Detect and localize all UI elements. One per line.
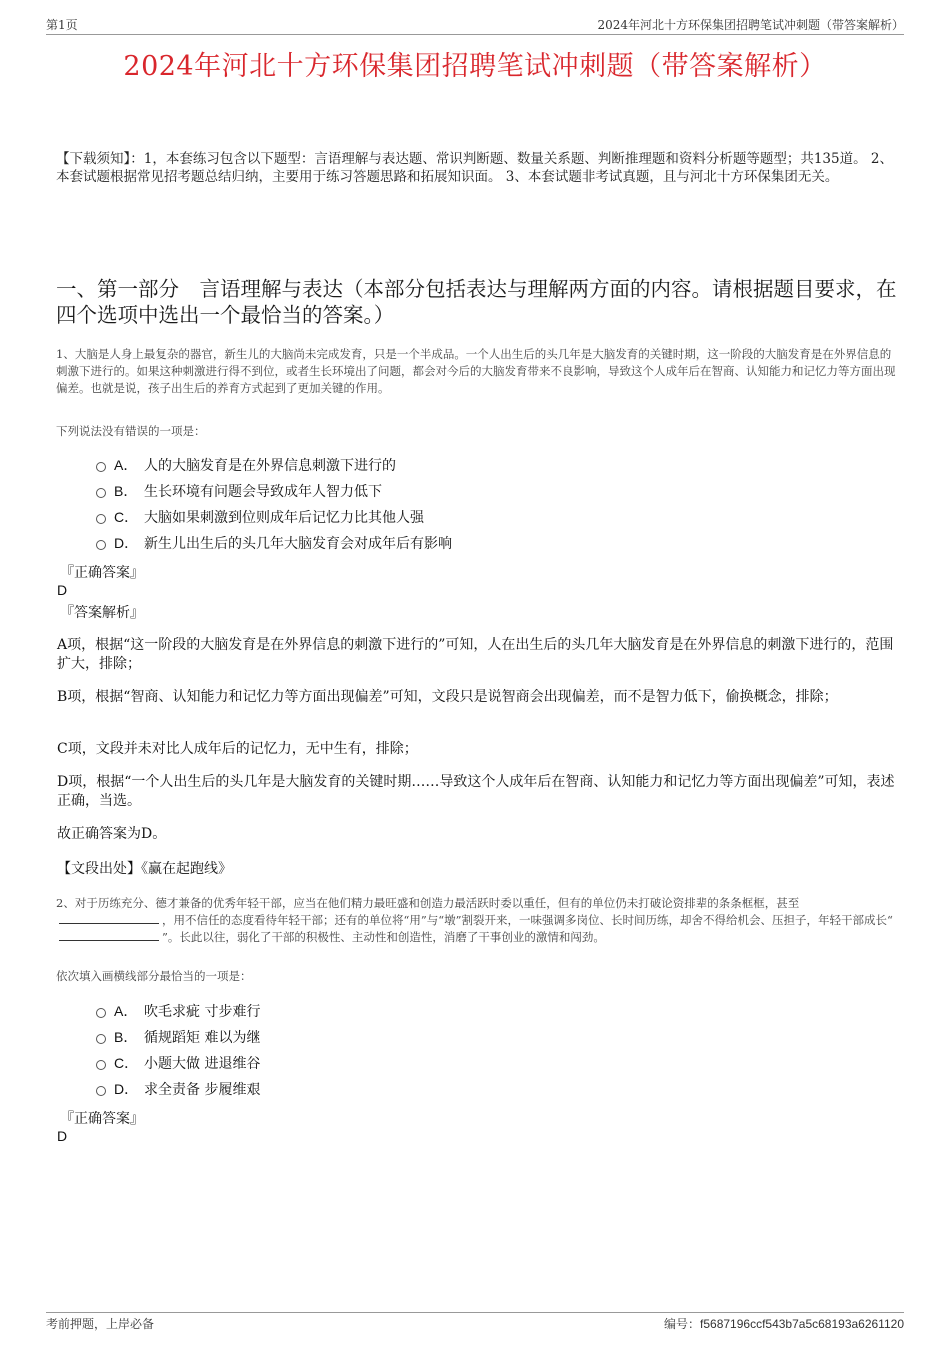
- radio-icon[interactable]: [96, 514, 106, 524]
- option-text: 人的大脑发育是在外界信息刺激下进行的: [144, 458, 396, 474]
- question-1-ask: 下列说法没有错误的一项是：: [56, 424, 206, 438]
- radio-icon[interactable]: [96, 1008, 106, 1018]
- footer-slogan: 考前押题，上岸必备: [46, 1317, 155, 1331]
- passage-source: 【文段出处】《赢在起跑线》: [57, 861, 232, 877]
- fill-blank-1: [59, 912, 159, 924]
- option-text: 求全责备 步履维艰: [144, 1082, 261, 1098]
- stem-text: ”。长此以往，弱化了干部的积极性、主动性和创造性，消磨了干事创业的激情和闯劲。: [162, 930, 605, 944]
- analysis-paragraph: C项，文段并未对比人成年后的记忆力，无中生有，排除；: [57, 741, 418, 757]
- footer-code: [664, 1315, 904, 1332]
- header-doc-title: 2024年河北十方环保集团招聘笔试冲刺题（带答案解析）: [597, 18, 904, 32]
- correct-answer: D: [57, 582, 68, 598]
- page-number: 第1页: [46, 18, 78, 32]
- correct-answer-label: 『正确答案』: [60, 565, 144, 581]
- radio-icon[interactable]: [96, 1060, 106, 1070]
- option-letter: C．: [114, 1055, 139, 1071]
- radio-icon[interactable]: [96, 540, 106, 550]
- option-text: 新生儿出生后的头几年大脑发育会对成年后有影响: [144, 536, 452, 552]
- option-letter: B．: [114, 1029, 138, 1045]
- option-d[interactable]: [96, 530, 452, 556]
- option-letter: B．: [114, 483, 138, 499]
- radio-icon[interactable]: [96, 1086, 106, 1096]
- question-1-options: [96, 452, 452, 556]
- question-2-ask: 依次填入画横线部分最恰当的一项是：: [56, 969, 252, 983]
- option-letter: A．: [114, 1003, 138, 1019]
- page-footer: [46, 1312, 904, 1335]
- option-text: 吹毛求疵 寸步难行: [144, 1004, 261, 1020]
- section-heading: 一、第一部分 言语理解与表达（本部分包括表达与理解两方面的内容。请根据题目要求，在四个选项中选出一个最恰当的答案。）: [56, 277, 897, 327]
- analysis-conclusion: 故正确答案为D。: [57, 826, 167, 842]
- option-a[interactable]: [96, 998, 260, 1024]
- stem-text: 2、对于历练充分、德才兼备的优秀年轻干部，应当在他们精力最旺盛和创造力最活跃时委以重任，但有的单位仍未打破论资排辈的条条框框，甚至: [56, 896, 800, 910]
- option-c[interactable]: [96, 504, 452, 530]
- option-text: 小题大做 进退维谷: [144, 1056, 261, 1072]
- stem-text: ，用不信任的态度看待年轻干部；还有的单位将“用”与“墩”割裂开来，一味强调多岗位、长时间历练，却舍不得给机会、压担子，年轻干部成长“: [162, 913, 893, 927]
- download-notice: 【下载须知】：1，本套练习包含以下题型：言语理解与表达题、常识判断题、数量关系题、判断推理题和资料分析题等题型；共135道。 2、本套试题根据常见招考题总结归纳，主要用于练习答题思路和拓展知识面。 3、本套试题非考试真题，且与河北十方环保集团无关。: [56, 151, 893, 185]
- question-2-stem: [56, 895, 898, 946]
- analysis-label: 『答案解析』: [60, 605, 144, 621]
- option-d[interactable]: [96, 1076, 260, 1102]
- option-letter: D．: [114, 535, 139, 551]
- option-letter: A．: [114, 457, 138, 473]
- analysis-paragraph: A项，根据“这一阶段的大脑发育是在外界信息的刺激下进行的”可知，人在出生后的头几年大脑发育是在外界信息的刺激下进行的，范围扩大，排除；: [57, 637, 894, 672]
- analysis-paragraph: D项，根据“一个人出生后的头几年是大脑发育的关键时期……导致这个人成年后在智商、认知能力和记忆力等方面出现偏差”可知，表述正确，当选。: [57, 774, 895, 809]
- radio-icon[interactable]: [96, 488, 106, 498]
- code-label: 编号：: [664, 1317, 701, 1331]
- option-text: 循规蹈矩 难以为继: [144, 1030, 261, 1046]
- option-letter: D．: [114, 1081, 139, 1097]
- option-b[interactable]: [96, 1024, 260, 1050]
- radio-icon[interactable]: [96, 1034, 106, 1044]
- option-a[interactable]: [96, 452, 452, 478]
- correct-answer: D: [57, 1128, 68, 1144]
- question-2-options: [96, 998, 260, 1102]
- option-c[interactable]: [96, 1050, 260, 1076]
- code-value: f5687196ccf543b7a5c68193a6261120: [700, 1317, 904, 1331]
- option-text: 生长环境有问题会导致成年人智力低下: [144, 484, 382, 500]
- radio-icon[interactable]: [96, 462, 106, 472]
- question-1-stem: 1、大脑是人身上最复杂的器官，新生儿的大脑尚未完成发育，只是一个半成品。一个人出生后的头几年是大脑发育的关键时期，这一阶段的大脑发育是在外界信息的刺激下进行的。如果这种刺激进行得不到位，或者生长环境出了问题，都会对今后的大脑发育带来不良影响，导致这个人成年后在智商、认知能力和记忆力等方面出现偏差。也就是说，孩子出生后的养育方式起到了更加关键的作用。: [56, 347, 896, 395]
- option-b[interactable]: [96, 478, 452, 504]
- option-text: 大脑如果刺激到位则成年后记忆力比其他人强: [144, 510, 424, 526]
- analysis-paragraph: B项，根据“智商、认知能力和记忆力等方面出现偏差”可知，文段只是说智商会出现偏差，而不是智力低下，偷换概念，排除；: [57, 689, 838, 705]
- fill-blank-2: [59, 929, 159, 941]
- page-header: [46, 16, 904, 35]
- correct-answer-label: 『正确答案』: [60, 1111, 144, 1127]
- document-title: 2024年河北十方环保集团招聘笔试冲刺题（带答案解析）: [123, 51, 827, 82]
- option-letter: C．: [114, 509, 139, 525]
